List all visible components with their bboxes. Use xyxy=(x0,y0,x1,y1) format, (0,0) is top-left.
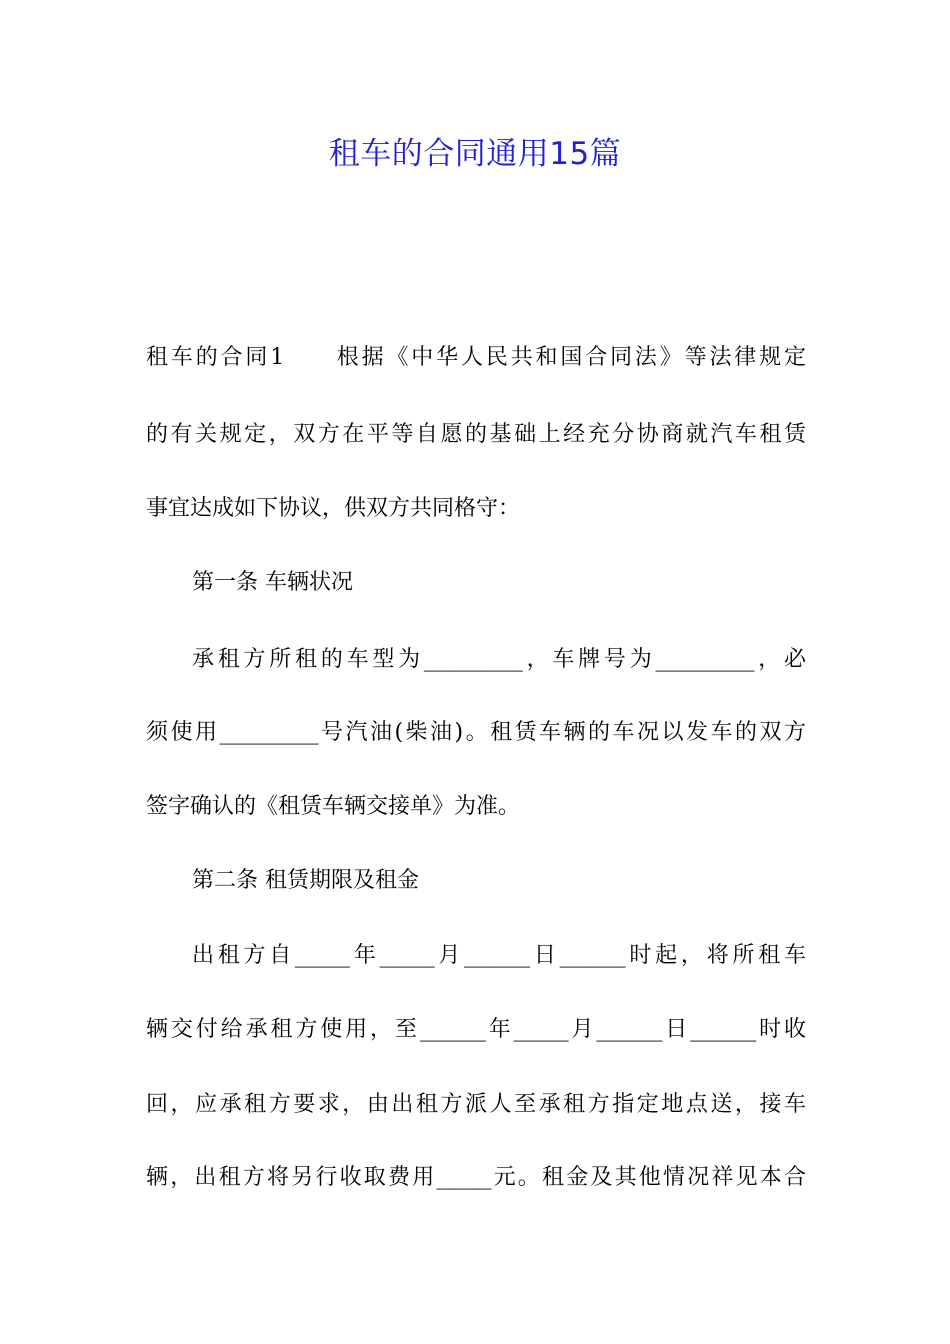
paragraph-line: 签字确认的《租赁车辆交接单》为准。 xyxy=(146,794,521,819)
paragraph-line: 的有关规定，双方在平等自愿的基础上经充分协商就汽车租赁 xyxy=(146,422,806,447)
paragraph-line: 出租方自_____年_____月______日______时起，将所租车 xyxy=(192,943,806,968)
paragraph-line: 租车的合同1 根据《中华人民共和国合同法》等法律规定 xyxy=(146,345,806,370)
section-heading: 第二条 租赁期限及租金 xyxy=(192,868,419,893)
paragraph-line: 事宜达成如下协议，供双方共同格守： xyxy=(146,496,521,521)
paragraph-line: 辆，出租方将另行收取费用_____元。租金及其他情况祥见本合 xyxy=(146,1165,806,1190)
paragraph-line: 承租方所租的车型为_________，车牌号为_________，必 xyxy=(192,647,806,672)
paragraph-line: 须使用_________号汽油(柴油)。租赁车辆的车况以发车的双方 xyxy=(146,720,806,745)
section-heading: 第一条 车辆状况 xyxy=(192,570,353,595)
paragraph-line: 回，应承租方要求，由出租方派人至承租方指定地点送，接车 xyxy=(146,1092,806,1117)
document-title: 租车的合同通用15篇 xyxy=(328,136,622,172)
paragraph-line: 辆交付给承租方使用，至______年_____月______日______时收 xyxy=(146,1017,806,1042)
